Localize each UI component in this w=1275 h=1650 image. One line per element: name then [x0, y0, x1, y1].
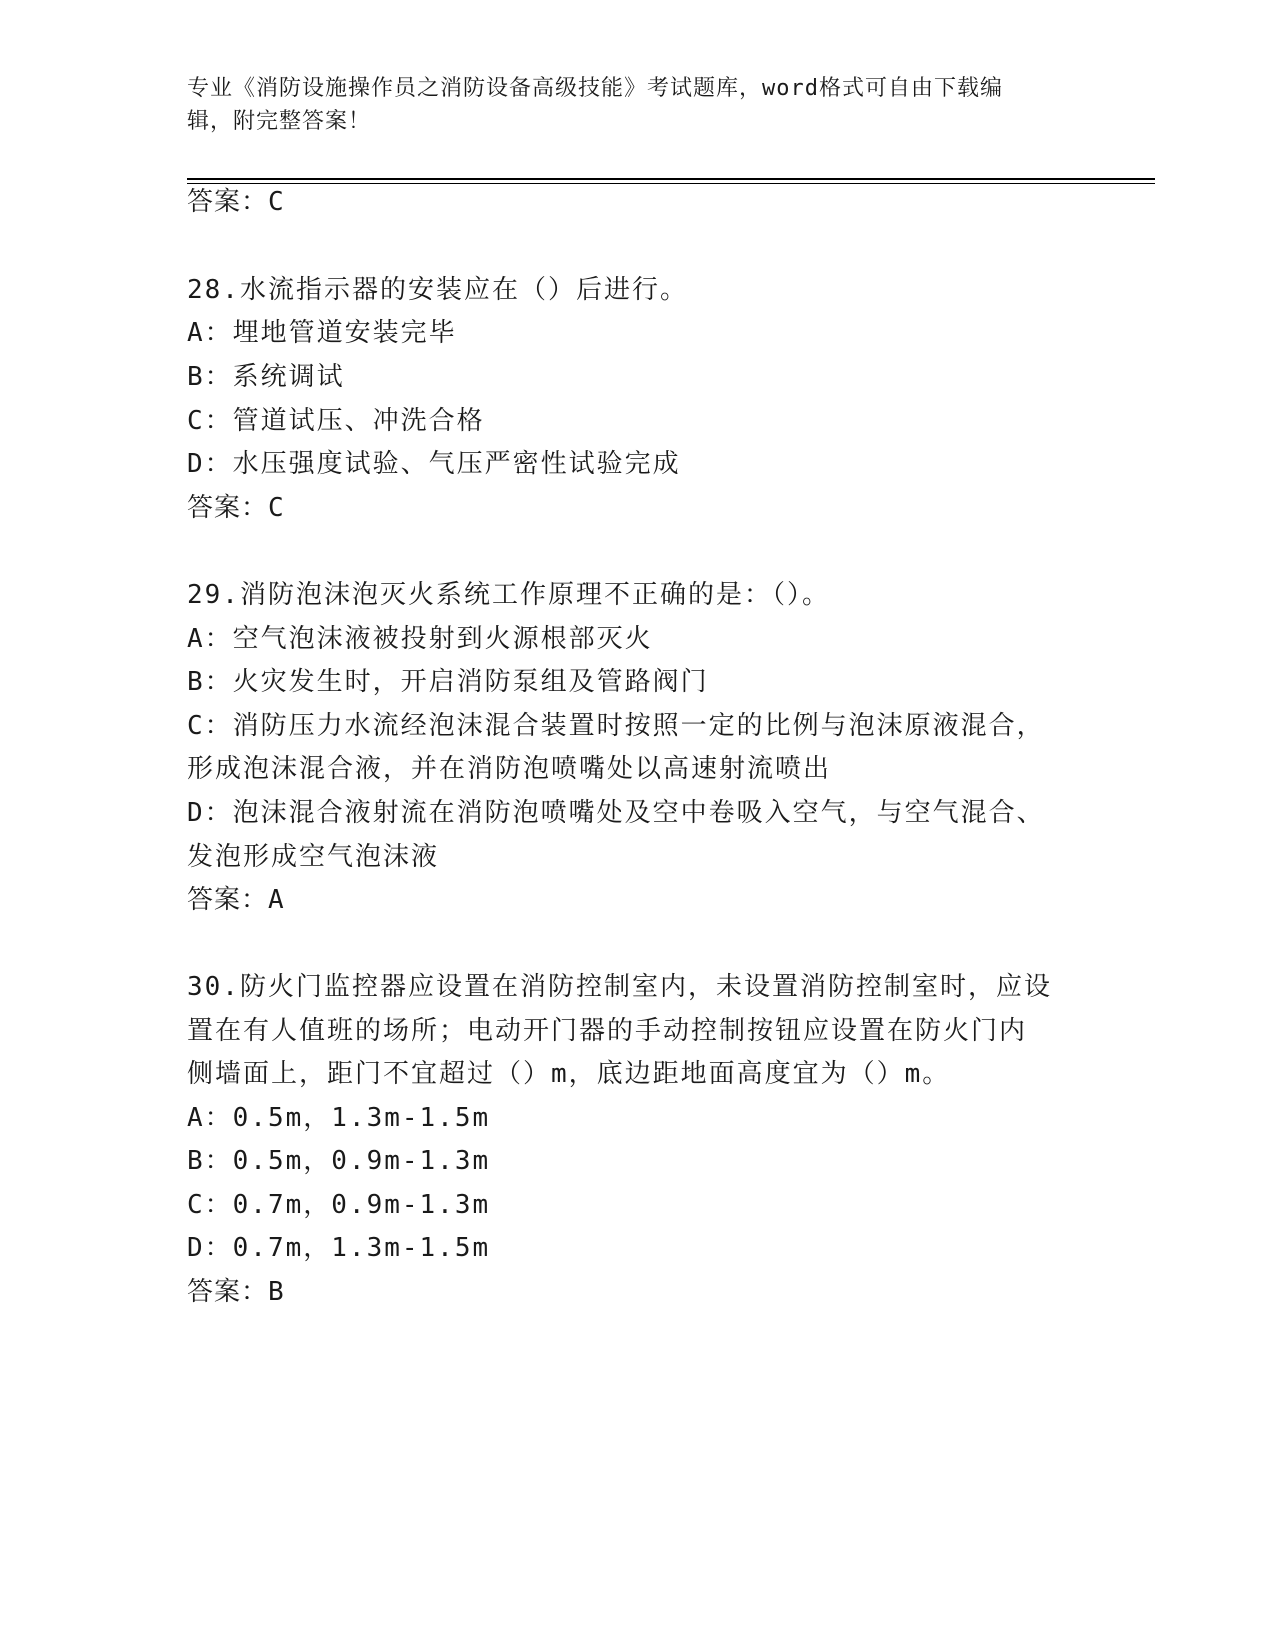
question-28-answer: 答案：C [187, 493, 285, 523]
previous-answer: 答案：C [187, 187, 285, 217]
question-30-stem-2: 置在有人值班的场所；电动开门器的手动控制按钮应设置在防火门内 [187, 1016, 1028, 1046]
question-30-option-a: A：0.5m，1.3m-1.5m [187, 1103, 491, 1133]
question-28-stem: 28.水流指示器的安装应在（）后进行。 [187, 275, 688, 305]
question-28-option-a: A：埋地管道安装完毕 [187, 318, 457, 348]
question-29-option-c: C：消防压力水流经泡沫混合装置时按照一定的比例与泡沫原液混合， [187, 711, 1045, 741]
question-29-answer: 答案：A [187, 885, 285, 915]
question-30-option-b: B：0.5m，0.9m-1.3m [187, 1146, 491, 1176]
question-29-option-c-cont: 形成泡沫混合液，并在消防泡喷嘴处以高速射流喷出 [187, 754, 832, 784]
question-30-option-d: D：0.7m，1.3m-1.5m [187, 1233, 491, 1263]
question-28-option-b: B：系统调试 [187, 362, 345, 392]
question-30-stem-3: 侧墙面上，距门不宜超过（）m，底边距地面高度宜为（）m。 [187, 1059, 951, 1089]
header-line-1: 专业《消防设施操作员之消防设备高级技能》考试题库，word格式可自由下载编 [187, 76, 1003, 101]
question-29-option-d-cont: 发泡形成空气泡沫液 [187, 842, 440, 872]
question-28-option-d: D：水压强度试验、气压严密性试验完成 [187, 449, 681, 479]
header-divider-thin [187, 183, 1155, 184]
question-29-stem: 29.消防泡沫泡灭火系统工作原理不正确的是：（）。 [187, 580, 830, 610]
question-29-option-a: A：空气泡沫液被投射到火源根部灭火 [187, 624, 653, 654]
question-29-option-d: D：泡沫混合液射流在消防泡喷嘴处及空中卷吸入空气，与空气混合、 [187, 798, 1045, 828]
question-28-option-c: C：管道试压、冲洗合格 [187, 406, 485, 436]
question-29-option-b: B：火灾发生时，开启消防泵组及管路阀门 [187, 667, 709, 697]
question-30-stem-1: 30.防火门监控器应设置在消防控制室内，未设置消防控制室时，应设 [187, 972, 1052, 1002]
header-line-2: 辑，附完整答案！ [187, 109, 372, 134]
header-divider-thick [187, 178, 1155, 180]
question-30-answer: 答案：B [187, 1277, 285, 1307]
document-header [187, 72, 1067, 138]
question-30-option-c: C：0.7m，0.9m-1.3m [187, 1190, 491, 1220]
